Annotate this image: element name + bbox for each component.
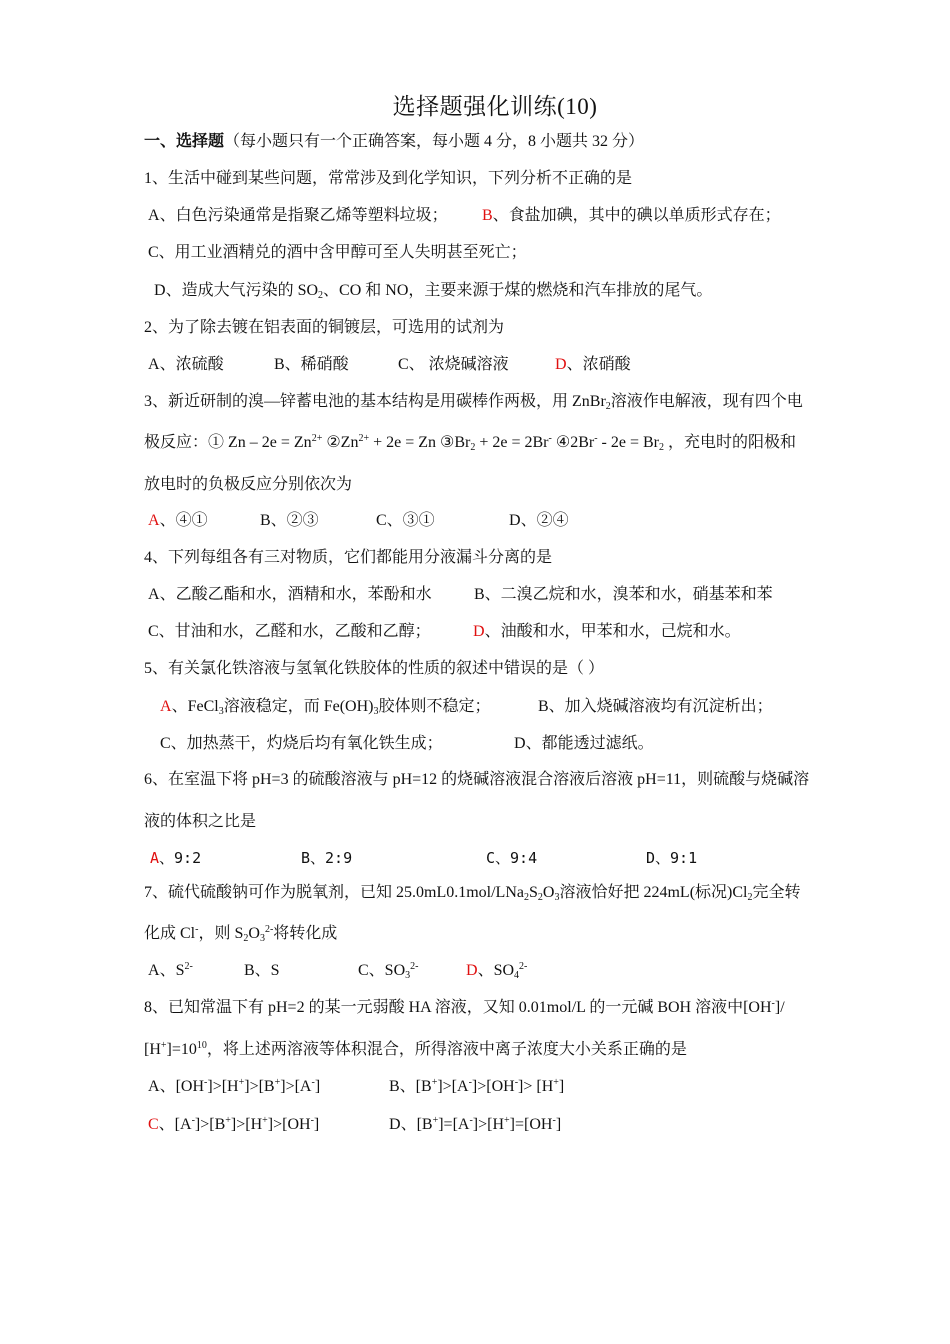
q1-option-b: B、食盐加碘，其中的碘以单质形式存在； bbox=[482, 207, 781, 224]
answer-mark: A bbox=[148, 512, 160, 529]
q2-option-c: C、 浓烧碱溶液 bbox=[398, 356, 509, 373]
q2-option-b: B、稀硝酸 bbox=[274, 356, 349, 373]
q8-option-b: B、[B+]>[A-]>[OH-]> [H+] bbox=[389, 1077, 565, 1095]
q3-option-d: D、②④ bbox=[509, 512, 569, 529]
q5-option-d: D、都能透过滤纸。 bbox=[514, 735, 654, 752]
q8-option-a: A、[OH-]>[H+]>[B+]>[A-] bbox=[148, 1077, 321, 1095]
q5-option-c: C、加热蒸干，灼烧后均有氧化铁生成； bbox=[160, 735, 443, 752]
answer-mark: A bbox=[160, 698, 172, 715]
q1-option-a: A、白色污染通常是指聚乙烯等塑料垃圾； bbox=[148, 207, 448, 224]
answer-mark: D bbox=[466, 962, 478, 979]
q3-option-b: B、②③ bbox=[260, 512, 319, 529]
q7-option-b: B、S bbox=[244, 962, 280, 979]
section-label: 一、选择题 bbox=[144, 133, 225, 150]
question-2-stem: 2、为了除去镀在铝表面的铜镀层，可选用的试剂为 bbox=[144, 319, 505, 336]
q2-option-d: D、浓硝酸 bbox=[555, 356, 631, 373]
q8-option-c: C、[A-]>[B+]>[H+]>[OH-] bbox=[148, 1115, 320, 1133]
q2-option-a: A、浓硫酸 bbox=[148, 356, 224, 373]
question-5-stem: 5、有关氯化铁溶液与氢氧化铁胶体的性质的叙述中错误的是（ ） bbox=[144, 660, 605, 677]
q1-option-d: D、造成大气污染的 $SO_2$、CO 和 NO，主要来源于煤的燃烧和汽车排放的尾气。 bbox=[154, 282, 713, 301]
q1-option-c: C、用工业酒精兑的酒中含甲醇可至人失明甚至死亡； bbox=[148, 244, 527, 261]
answer-mark: D bbox=[555, 356, 567, 373]
q6-option-b: B、2:9 bbox=[301, 849, 353, 867]
question-8-stem-line2: $[H^+]=10^{10}$，将上述两溶液等体积混合，所得溶液中离子浓度大小关系正确的是 bbox=[144, 1040, 687, 1058]
question-3-stem-line3: 放电时的负极反应分别依次为 bbox=[144, 476, 353, 493]
question-3-stem-line1: 3、新近研制的溴—锌蓄电池的基本结构是用碳棒作两极，用 ZnBr$_2$溶液作电解液，现有四个电 bbox=[144, 393, 803, 412]
answer-mark: B bbox=[482, 207, 493, 224]
question-6-stem-line1: 6、在室温下将 pH=3 的硫酸溶液与 pH=12 的烧碱溶液混合溶液后溶液 pH=11，则硫酸与烧碱溶 bbox=[144, 771, 810, 788]
q6-option-c: C、9:4 bbox=[486, 849, 538, 867]
answer-mark: A bbox=[150, 849, 160, 867]
q3-option-a: A、④① bbox=[148, 512, 208, 529]
question-6-stem-line2: 液的体积之比是 bbox=[144, 813, 257, 830]
q5-option-b: B、加入烧碱溶液均有沉淀析出； bbox=[538, 698, 773, 715]
page-title: 选择题强化训练(10) bbox=[392, 94, 598, 119]
q6-option-d: D、9:1 bbox=[646, 849, 698, 867]
section-header bbox=[144, 132, 644, 152]
q7-option-a: A、$S^{2-}$ bbox=[148, 961, 193, 979]
answer-mark: D bbox=[473, 623, 485, 640]
q7-option-c: C、$SO_3^{2-}$ bbox=[358, 961, 419, 981]
q4-option-d: D、油酸和水，甲苯和水，己烷和水。 bbox=[473, 623, 741, 640]
answer-mark: C bbox=[148, 1116, 159, 1133]
q6-option-a: A、9:2 bbox=[150, 849, 202, 867]
question-7-stem-line2: 化成 Cl-，则 $S_2O_3^{2-}$将转化成 bbox=[144, 924, 338, 944]
q7-option-d: D、$SO_4^{2-}$ bbox=[466, 961, 528, 981]
q3-option-c: C、③① bbox=[376, 512, 435, 529]
q8-option-d: D、[B+]=[A-]>[H+]=[OH-] bbox=[389, 1115, 562, 1133]
q4-option-a: A、乙酸乙酯和水，酒精和水，苯酚和水 bbox=[148, 586, 432, 603]
question-4-stem: 4、下列每组各有三对物质，它们都能用分液漏斗分离的是 bbox=[144, 549, 553, 566]
question-8-stem-line1: 8、已知常温下有 pH=2 的某一元弱酸 HA 溶液，又知 0.01mol/L 的一元碱 BOH 溶液中[OH-]/ bbox=[144, 998, 785, 1016]
question-1-stem: 1、生活中碰到某些问题，常常涉及到化学知识，下列分析不正确的是 bbox=[144, 170, 633, 187]
section-note: （每小题只有一个正确答案，每小题 4 分，8 小题共 32 分） bbox=[224, 133, 645, 150]
question-3-stem-line2: 极反应：① $Zn - 2e = Zn^{2+}$ $②Zn^{2+} + 2e = Zn$ $③Br_2 + 2e = 2Br^-$ ④2Br- - $2e = Br_2$ ，充电时的阳极和 bbox=[144, 433, 797, 453]
q4-option-b: B、二溴乙烷和水，溴苯和水，硝基苯和苯 bbox=[474, 586, 773, 603]
q5-option-a: A、FeCl$_3$溶液稳定，而 $Fe(OH)_3$胶体则不稳定； bbox=[160, 698, 491, 717]
q4-option-c: C、甘油和水，乙醛和水，乙酸和乙醇； bbox=[148, 623, 431, 640]
question-7-stem-line1: 7、硫代硫酸钠可作为脱氧剂，已知 $25.0mL0.1mol/LNa_2S_2O_3$溶液恰好把 224mL(标况)$Cl_2$完全转 bbox=[144, 884, 801, 903]
